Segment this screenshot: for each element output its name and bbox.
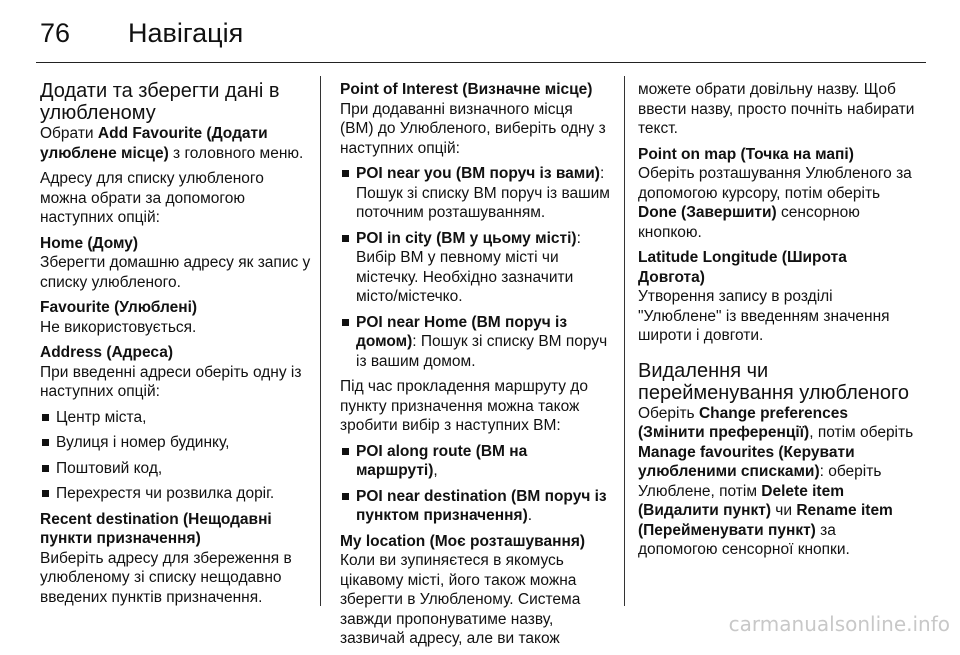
list-item: POI near destination (ВМ поруч із пунктом призначення). [340, 487, 610, 526]
list-item: Центр міста, [40, 408, 312, 428]
intro-paragraph: Обрати Add Favourite (Додати улюблене місце) з головного меню. [40, 125, 304, 162]
column-1 [40, 80, 312, 613]
desc-delete-rename: Оберіть Change preferences (Змінити преференції), потім оберіть Manage favourites (Керувати улюбленими списками): оберіть Улюблене, потім Delete item (Видалити пункт) чи Rename item (Перейменувати пункт) за допомогою сенсорної кнопки. [638, 404, 914, 558]
section-title: Навігація [128, 18, 244, 48]
list-item: POI near Home (ВМ поруч із домом): Пошук зі списку ВМ поруч із вашим домом. [340, 313, 610, 372]
list-item: Перехрестя чи розвилка доріг. [40, 484, 312, 504]
desc-favourite: Не використовується. [40, 318, 197, 336]
page-header [36, 12, 926, 63]
desc-home: Зберегти домашню адресу як запис у списку улюбленого. [40, 254, 311, 291]
desc-point-on-map: Оберіть розташування Улюбленого за допомогою курсору, потім оберіть Done (Завершити) сенсорною кнопкою. [638, 165, 912, 241]
watermark: carmanualsonline.info [728, 612, 950, 636]
intro-paragraph-2: Адресу для списку улюбленого можна обрати за допомогою наступних опцій: [40, 170, 264, 226]
desc-my-location-cont: можете обрати довільну назву. Щоб ввести назву, просто почніть набирати текст. [638, 81, 915, 137]
poi-options-list [340, 164, 610, 371]
term-my-location: My location (Моє розташування) [340, 532, 586, 550]
column-divider-1 [320, 76, 321, 606]
address-options-list [40, 408, 312, 504]
desc-poi: При додаванні визначного місця (ВМ) до Улюбленого, виберіть одну з наступних опцій: [340, 100, 606, 157]
heading-add-favourite: Додати та зберегти дані в улюбленому [40, 80, 280, 124]
desc-route-poi: Під час прокладення маршруту до пункту призначення можна також зробити вибір з наступних ВМ: [340, 378, 588, 434]
term-latitude-longitude: Latitude Longitude (Широта Довгота) [638, 249, 847, 286]
list-item: POI in city (ВМ у цьому місті): Вибір ВМ у певному місті чи містечку. Необхідно зазначити місто/містечко. [340, 229, 610, 307]
column-2 [340, 80, 610, 655]
column-3 [638, 80, 918, 566]
desc-my-location: Коли ви зупиняєтеся в якомусь цікавому місті, його також можна зберегти в Улюбленому. Система завжди пропонуватиме назву, зазвичай адресу, але ви також [340, 552, 581, 647]
list-item: POI along route (ВМ на маршруті), [340, 442, 610, 481]
term-recent-destination: Recent destination (Нещодавні пункти призначення) [40, 510, 272, 547]
column-divider-2 [624, 76, 625, 606]
list-item: Вулиця і номер будинку, [40, 433, 312, 453]
term-home: Home (Дому) [40, 234, 139, 252]
desc-latitude-longitude: Утворення запису в розділі "Улюблене" із введенням значення широти і довготи. [638, 288, 890, 344]
page-number: 76 [40, 18, 71, 48]
list-item: POI near you (ВМ поруч із вами): Пошук зі списку ВМ поруч із вашим поточним розташуванням. [340, 164, 610, 223]
heading-delete-rename: Видалення чи перейменування улюбленого [638, 359, 910, 404]
desc-address: При введенні адреси оберіть одну із наступних опцій: [40, 363, 302, 400]
term-point-on-map: Point on map (Точка на мапі) [638, 145, 854, 163]
route-poi-list [340, 442, 610, 526]
desc-recent-destination: Виберіть адресу для збереження в улюбленому зі списку нещодавно введених пунктів призначення. [40, 549, 292, 606]
term-favourite: Favourite (Улюблені) [40, 299, 198, 316]
term-poi: Point of Interest (Визначне місце) [340, 81, 593, 98]
term-address: Address (Адреса) [40, 344, 173, 361]
list-item: Поштовий код, [40, 459, 312, 479]
